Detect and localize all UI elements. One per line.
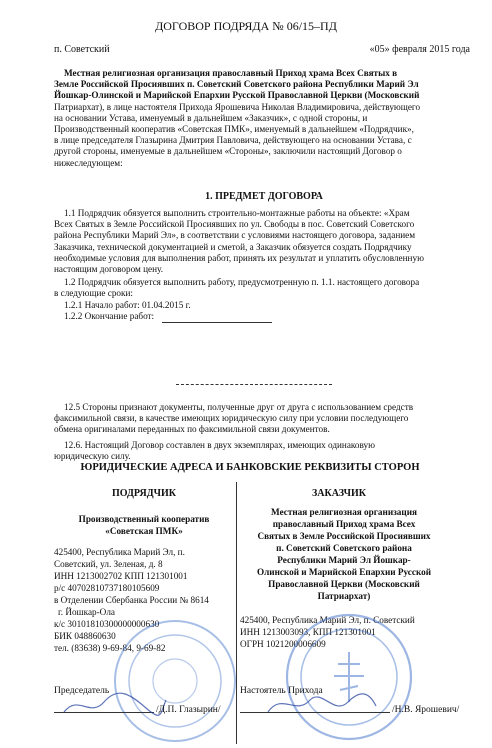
address: 425400, Республика Марий Эл, п. Советский	[240, 615, 415, 625]
address-line: Советский, ул. Зеленая, д. 8	[54, 559, 163, 569]
text-line: 1.1 Подрядчик обязуется выполнить строительно-монтажные работы на объекте: «Храм	[64, 208, 410, 218]
address-line: 425400, Республика Марий Эл, п.	[54, 547, 185, 557]
contractor-signer: Председатель	[54, 686, 110, 696]
contractor-label: ПОДРЯДЧИК	[111, 488, 177, 499]
city: г. Йошкар-Ола	[58, 607, 115, 617]
intro-line: Земле Российской Просиявших п. Советский Советского района Республики Марий Эл	[54, 79, 419, 90]
date: «05» февраля 2015 года	[369, 44, 470, 55]
contractor-stamp	[112, 618, 238, 744]
contractor-signature	[60, 690, 170, 720]
customer-signer: Настоятель Прихода	[240, 686, 323, 696]
text-line: юридическую силу.	[54, 450, 131, 461]
place: п. Советский	[54, 44, 110, 55]
bank: в Отделении Сбербанка России № 8614	[54, 595, 209, 605]
intro-line: Патриархат), в лице настоятеля Прихода Ярошевича Николая Владимировича, действующего	[54, 101, 421, 112]
section1-paragraph	[54, 208, 474, 323]
intro-line: в лице председателя Глазырина Дмитрия Павловича, действующего на основании Устава, с	[54, 135, 412, 146]
correspondent-account: к/с 30101810300000000630	[54, 619, 160, 629]
intro-paragraph	[54, 68, 474, 169]
text-line: Республики Марий Эл Йошкар-	[277, 555, 411, 565]
text-line: православный Приход храма Всех	[272, 519, 416, 529]
text-line: 1.2 Подрядчик обязуется выполнить работу, предусмотренную п. 1.1. настоящего договора	[64, 277, 420, 288]
end-date-blank	[162, 311, 272, 323]
section-heading: 1. ПРЕДМЕТ ДОГОВОРА	[205, 191, 323, 202]
text-line: 12.6. Настоящий Договор составлен в двух экземплярах, имеющих одинаковую	[64, 439, 375, 450]
ogrn: ОГРН 1021200006609	[240, 639, 326, 649]
text-line: района Республики Марий Эл», в соответствии с условиями настоящего договора, заданием	[54, 230, 416, 241]
start-date: 1.2.1 Начало работ: 01.04.2015 г.	[64, 299, 191, 310]
text-line: «Советская ПМК»	[105, 526, 183, 536]
text-line: п. Советский Советского района	[276, 543, 412, 553]
customer-stamp	[284, 612, 414, 742]
text-line: Местная религиозная организация	[271, 507, 417, 517]
contractor-name	[54, 513, 234, 537]
intro-line: Местная религиозная организация православный Приход храма Всех Святых в	[64, 68, 398, 78]
intro-line: нижеследующем:	[54, 157, 123, 168]
text-line: Заказчика, технической документацией и сметой, а Заказчик обязуется создать Подрядчику	[54, 241, 412, 252]
text-line: Производственный кооператив	[78, 514, 210, 524]
end-date	[54, 311, 474, 323]
text-line: обмена оригиналами переданных по факсимильной связи документов.	[54, 424, 330, 435]
text-line: факсимильной связи, в качестве имеющих юридическую силу при условии последующего	[54, 413, 409, 424]
clauses-paragraph	[54, 402, 474, 462]
text-line: необходимые условия для выполнения работ, принять их результат и уплатить обусловленную	[54, 252, 424, 263]
text-line: Патриархат)	[317, 591, 371, 601]
customer-signature	[262, 686, 382, 720]
customer-sign-name: /Н.В. Ярошевич/	[392, 705, 460, 715]
document-title: ДОГОВОР ПОДРЯДА № 06/15–ПД	[155, 19, 337, 33]
text-line: Святых в Земле Российской Просиявших	[257, 531, 431, 541]
customer-name	[244, 506, 444, 602]
text-line: настоящим договором цену.	[54, 264, 163, 275]
text-line: Всех Святых в Земле Российской Просиявших по ул. Свободы в пос. Советский Советского	[54, 219, 415, 230]
intro-line: другой стороны, именуемые в дальнейшем «Стороны», заключили настоящий Договор о	[54, 146, 402, 157]
intro-line: Йошкар-Олинской и Марийской Епархии Русской Православной Церкви (Московский	[54, 90, 420, 101]
intro-line: Производственный кооператив «Советская ПМК», именуемый в дальнейшем «Подрядчик»,	[54, 124, 414, 135]
phone: тел. (83638) 9-69-84, 9-69-82	[54, 643, 166, 653]
text-line: Олинской и Марийской Епархии Русской	[256, 567, 432, 577]
settlement-account: р/с 40702810737180105609	[54, 583, 160, 593]
text-line: в следующие сроки:	[54, 288, 133, 299]
text-line: Православной Церкви (Московский	[268, 579, 420, 589]
inn: ИНН 1213002702 КПП 121301001	[54, 571, 188, 581]
page-break-divider	[176, 384, 332, 385]
requisites-heading: ЮРИДИЧЕСКИЕ АДРЕСА И БАНКОВСКИЕ РЕКВИЗИТЫ СТОРОН	[80, 462, 420, 473]
intro-line: на основании Устава, именуемый в дальнейшем «Заказчик», с одной стороны, и	[54, 112, 368, 123]
end-date-label: 1.2.2 Окончание работ:	[64, 310, 155, 321]
contractor-sign-name: /Д.П. Глазырин/	[156, 705, 221, 715]
text-line: 12.5 Стороны признают документы, полученные друг от друга с использованием средств	[64, 402, 414, 412]
inn: ИНН 1213003093, КПП 121301001	[240, 627, 376, 637]
bik: БИК 048860630	[54, 631, 116, 641]
customer-label: ЗАКАЗЧИК	[312, 488, 366, 499]
